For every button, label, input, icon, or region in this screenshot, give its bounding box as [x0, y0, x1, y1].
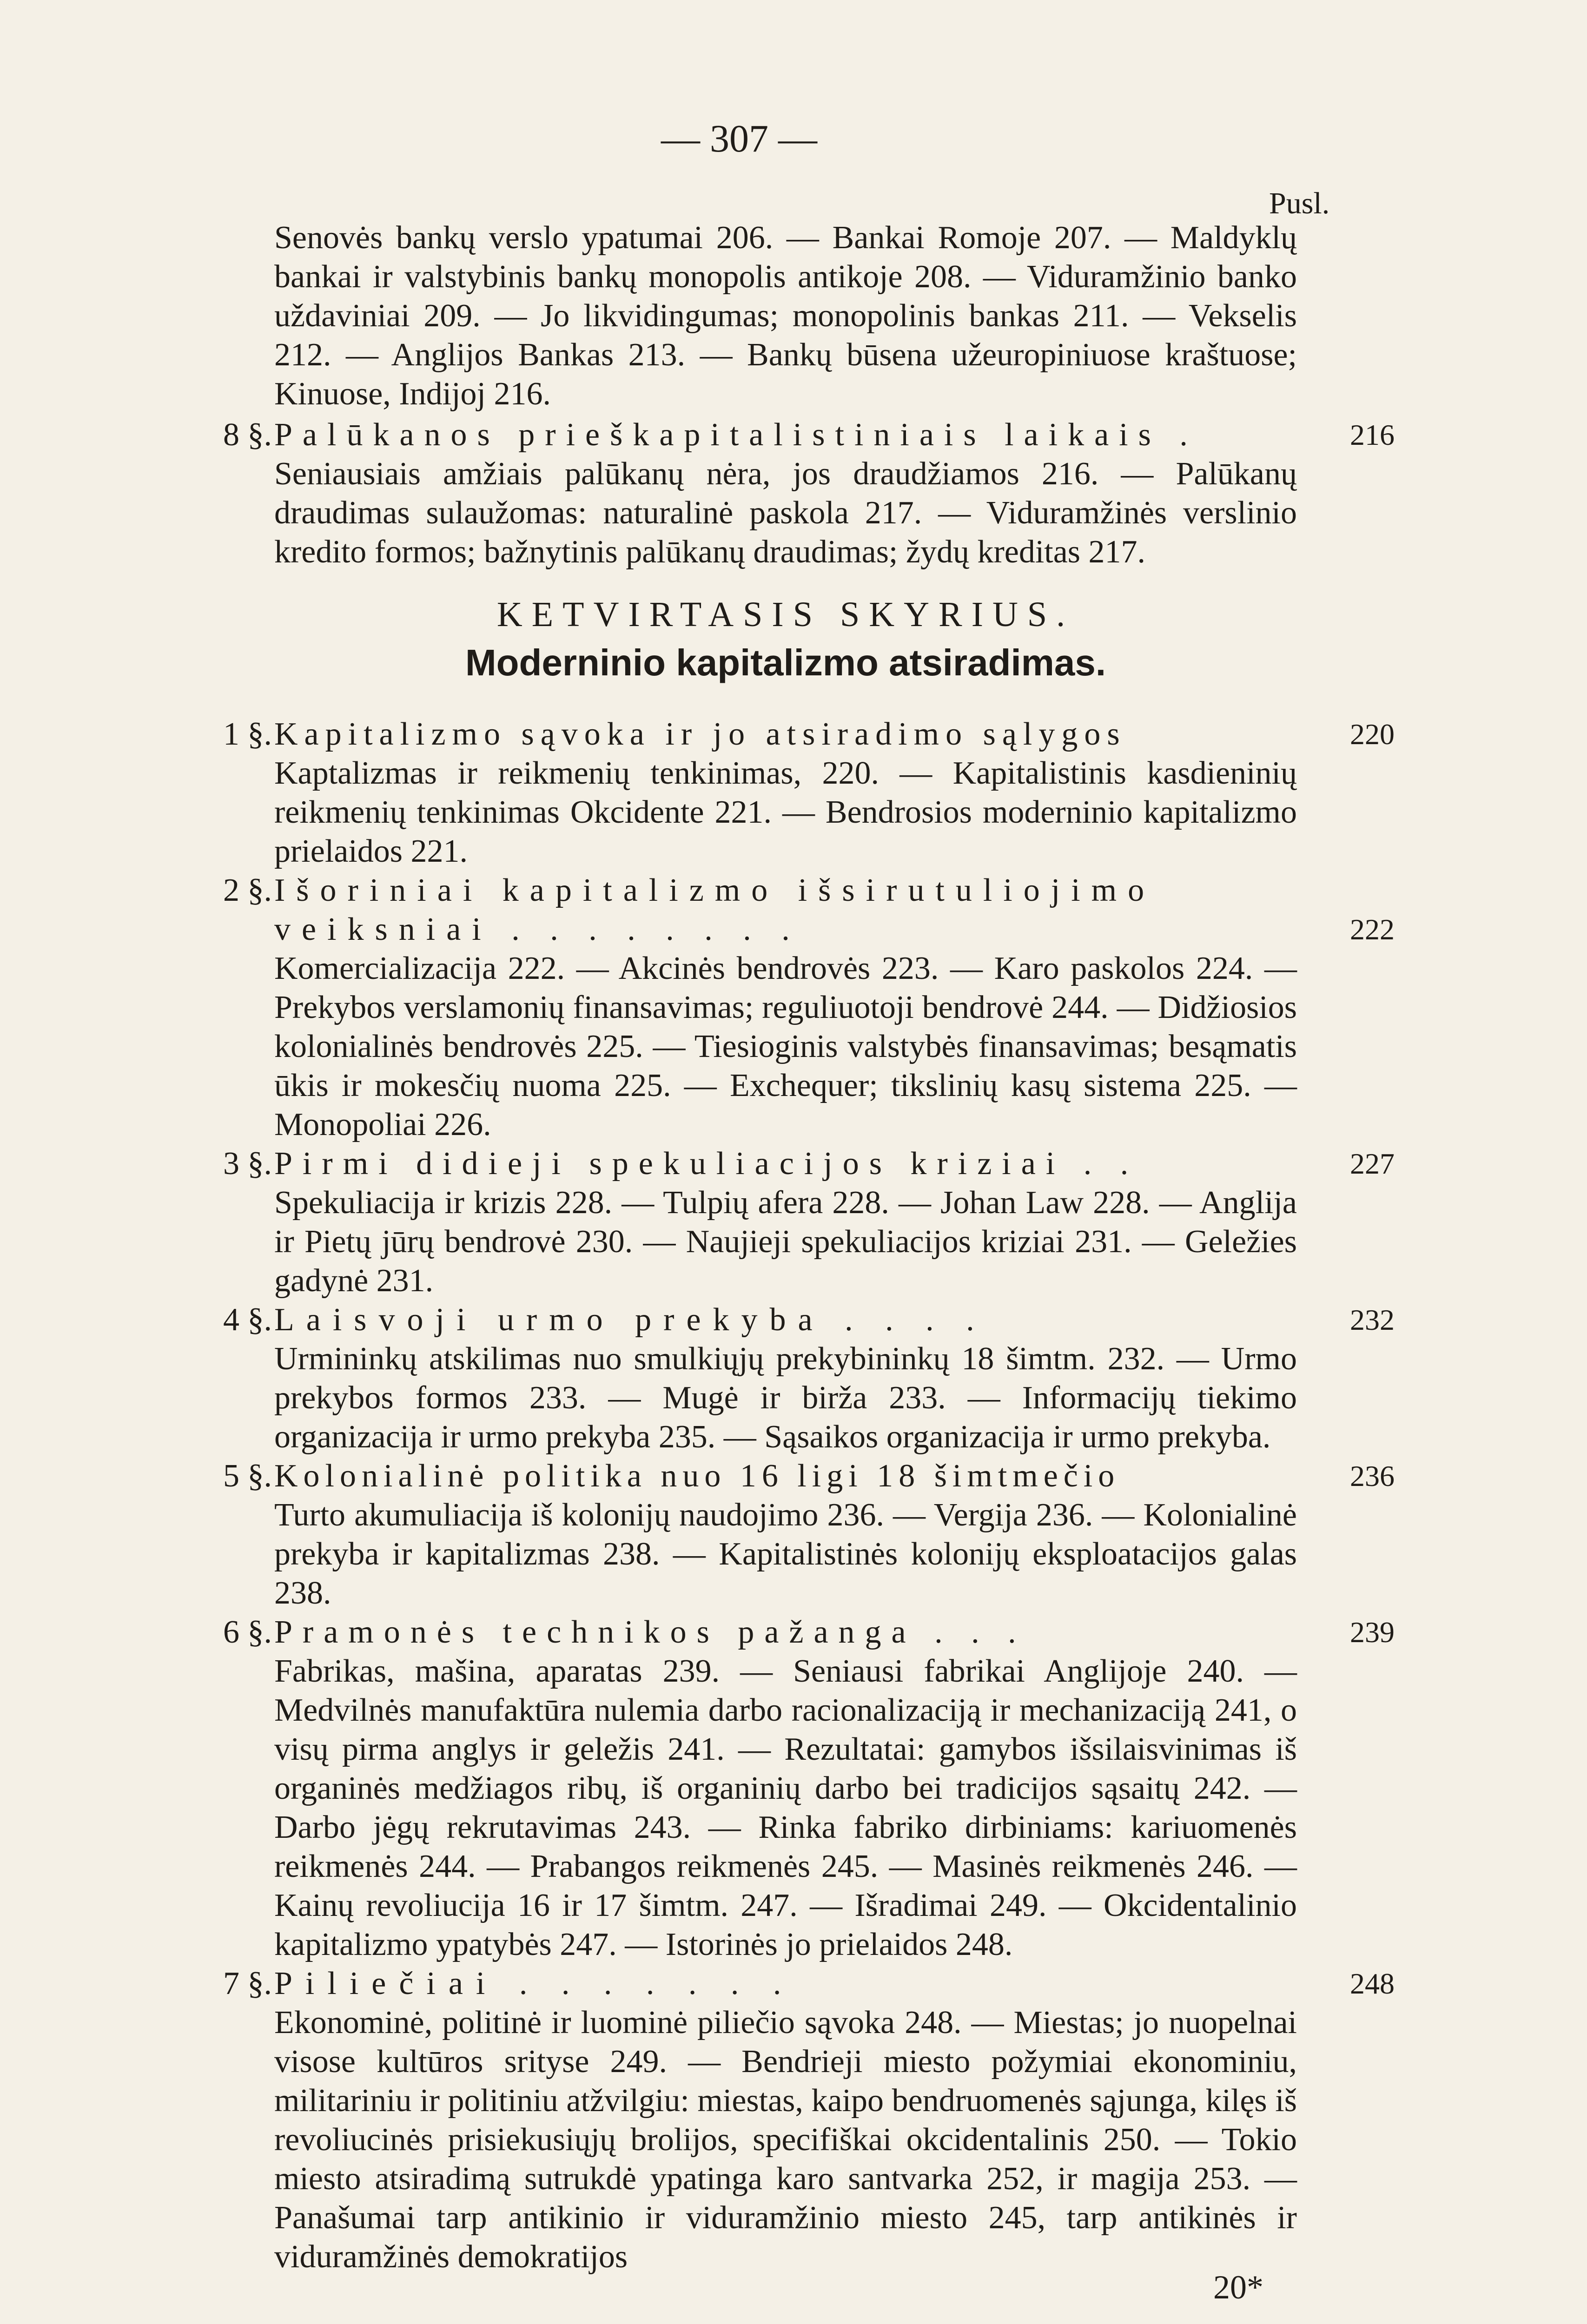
section-number: 8 §. [223, 417, 272, 453]
section-title: Pirmi didieji spekuliacijos kriziai . . [274, 1146, 1139, 1182]
section-8 [223, 416, 1395, 572]
section-page: 239 [1350, 1616, 1395, 1649]
section-page: 222 [1350, 913, 1395, 946]
section-body: Urmininkų atskilimas nuo smulkiųjų prekybininkų 18 šimtm. 232. — Urmo prekybos formos 233. — Mugė ir birža 233. — Informacijų tiekimo organizacija ir urmo prekyba 235. — Sąsaikos organizacija ir urmo prekyba. [274, 1341, 1297, 1455]
pusl-column-label: Pusl. [1269, 186, 1330, 220]
section-page: 227 [1350, 1147, 1395, 1180]
intro-paragraph: Senovės bankų verslo ypatumai 206. — Bankai Romoje 207. — Maldyklų bankai ir valstybinis bankų monopolis antikoje 208. — Viduramžinio banko uždaviniai 209. — Jo likvidingumas; monopolinis bankas 211. — Vekselis 212. — Anglijos Bankas 213. — Bankų būsena užeuropiniuose kraštuose; Kinuose, Indijoj 216. [274, 220, 1297, 412]
section-number: 6 §. [223, 1614, 272, 1650]
section-body: Komercializacija 222. — Akcinės bendrovės 223. — Karo paskolos 224. — Prekybos verslamonių finansavimas; reguliuotoji bendrovė 244. — Didžiosios kolonialinės bendrovės 225. — Tiesioginis valstybės finansavimas; besąmatis ūkis ir mokesčių nuoma 225. — Exchequer; tikslinių kasų sistema 225. — Monopoliai 226. [274, 951, 1297, 1142]
section-3 [223, 1144, 1395, 1301]
section-body: Turto akumuliacija iš kolonijų naudojimo 236. — Vergija 236. — Kolonialinė prekyba ir kapitalizmas 238. — Kapitalistinės kolonijų eksploatacijos galas 238. [274, 1497, 1297, 1611]
section-number: 1 §. [223, 716, 272, 752]
section-page: 220 [1350, 718, 1395, 751]
section-page: 232 [1350, 1303, 1395, 1336]
section-title: Kolonialinė politika nuo 16 ligi 18 šimtmečio [274, 1458, 1120, 1494]
section-title: Kapitalizmo sąvoka ir jo atsiradimo sąlygos [274, 716, 1126, 752]
chapter-heading: KETVIRTASIS SKYRIUS. [496, 595, 1075, 634]
section-5 [223, 1457, 1395, 1613]
section-title: Išoriniai kapitalizmo išsirutuliojimo veiksniai . . . . . . . . [274, 872, 1156, 947]
section-title: Laisvoji urmo prekyba . . . . [274, 1302, 986, 1338]
page-number: — 307 — [661, 117, 817, 160]
section-page: 248 [1350, 1967, 1395, 2000]
section-body: Fabrikas, mašina, aparatas 239. — Seniausi fabrikai Anglijoje 240. — Medvilnės manufaktūra nulemia darbo racionalizaciją ir mechanizaciją 241, o visų pirma anglys ir geležis 241. — Rezultatai: gamybos išsilaisvinimas iš organinės medžiagos ribų, iš organinių darbo bei tradicijos sąsaitų 242. — Darbo jėgų rekrutavimas 243. — Rinka fabriko dirbiniams: kariuomenės reikmenės 244. — Prabangos reikmenės 245. — Masinės reikmenės 246. — Kainų revoliucija 16 ir 17 šimtm. 247. — Išradimai 249. — Okcidentalinio kapitalizmo ypatybės 247. — Istorinės jo prielaidos 248. [274, 1653, 1297, 1962]
signature-mark: 20* [1213, 2269, 1263, 2306]
section-title: Palūkanos prieškapitalistiniais laikais . [274, 417, 1198, 453]
section-number: 2 §. [223, 872, 272, 908]
section-number: 5 §. [223, 1458, 272, 1494]
section-number: 3 §. [223, 1146, 272, 1182]
section-title: Pramonės technikos pažanga . . . [274, 1614, 1026, 1650]
section-body: Seniausiais amžiais palūkanų nėra, jos draudžiamos 216. — Palūkanų draudimas sulaužomas: naturalinė paskola 217. — Viduramžinės verslinio kredito formos; bažnytinis palūkanų draudimas; žydų kreditas 217. [274, 456, 1297, 570]
section-1 [223, 715, 1395, 871]
section-2 [223, 871, 1395, 1144]
section-body: Kaptalizmas ir reikmenių tenkinimas, 220. — Kapitalistinis kasdieninių reikmenių tenkinimas Okcidente 221. — Bendrosios moderninio kapitalizmo prielaidos 221. [274, 755, 1297, 869]
section-number: 4 §. [223, 1302, 272, 1338]
section-7 [223, 1964, 1395, 2277]
section-page: 236 [1350, 1459, 1395, 1492]
section-body: Spekuliacija ir krizis 228. — Tulpių afera 228. — Johan Law 228. — Anglija ir Pietų jūrų bendrovė 230. — Naujieji spekuliacijos kriziai 231. — Geležies gadynė 231. [274, 1185, 1297, 1299]
section-number: 7 §. [223, 1966, 272, 2001]
table-of-contents [223, 218, 1395, 2277]
section-4 [223, 1301, 1395, 1457]
section-body: Ekonominė, politinė ir luominė piliečio sąvoka 248. — Miestas; jo nuopelnai visose kultūros srityse 249. — Bendrieji miesto požymiai ekonominiu, militariniu ir politiniu atžvilgiu: miestas, kaipo bendruomenės sąjunga, kilęs iš revoliucinės prisiekusiųjų brolijos, specifiškai okcidentalinis 250. — Tokio miesto atsiradimą sutrukdė ypatinga karo santvarka 252, ir magija 253. — Panašumai tarp antikinio ir viduramžinio miesto 245, tarp antikinės ir viduramžinės demokratijos [274, 2005, 1297, 2275]
section-page: 216 [1350, 418, 1395, 451]
section-6 [223, 1613, 1395, 1964]
chapter-title: Moderninio kapitalizmo atsiradimas. [465, 642, 1106, 683]
section-title: Piliečiai . . . . . . . [274, 1966, 794, 2001]
